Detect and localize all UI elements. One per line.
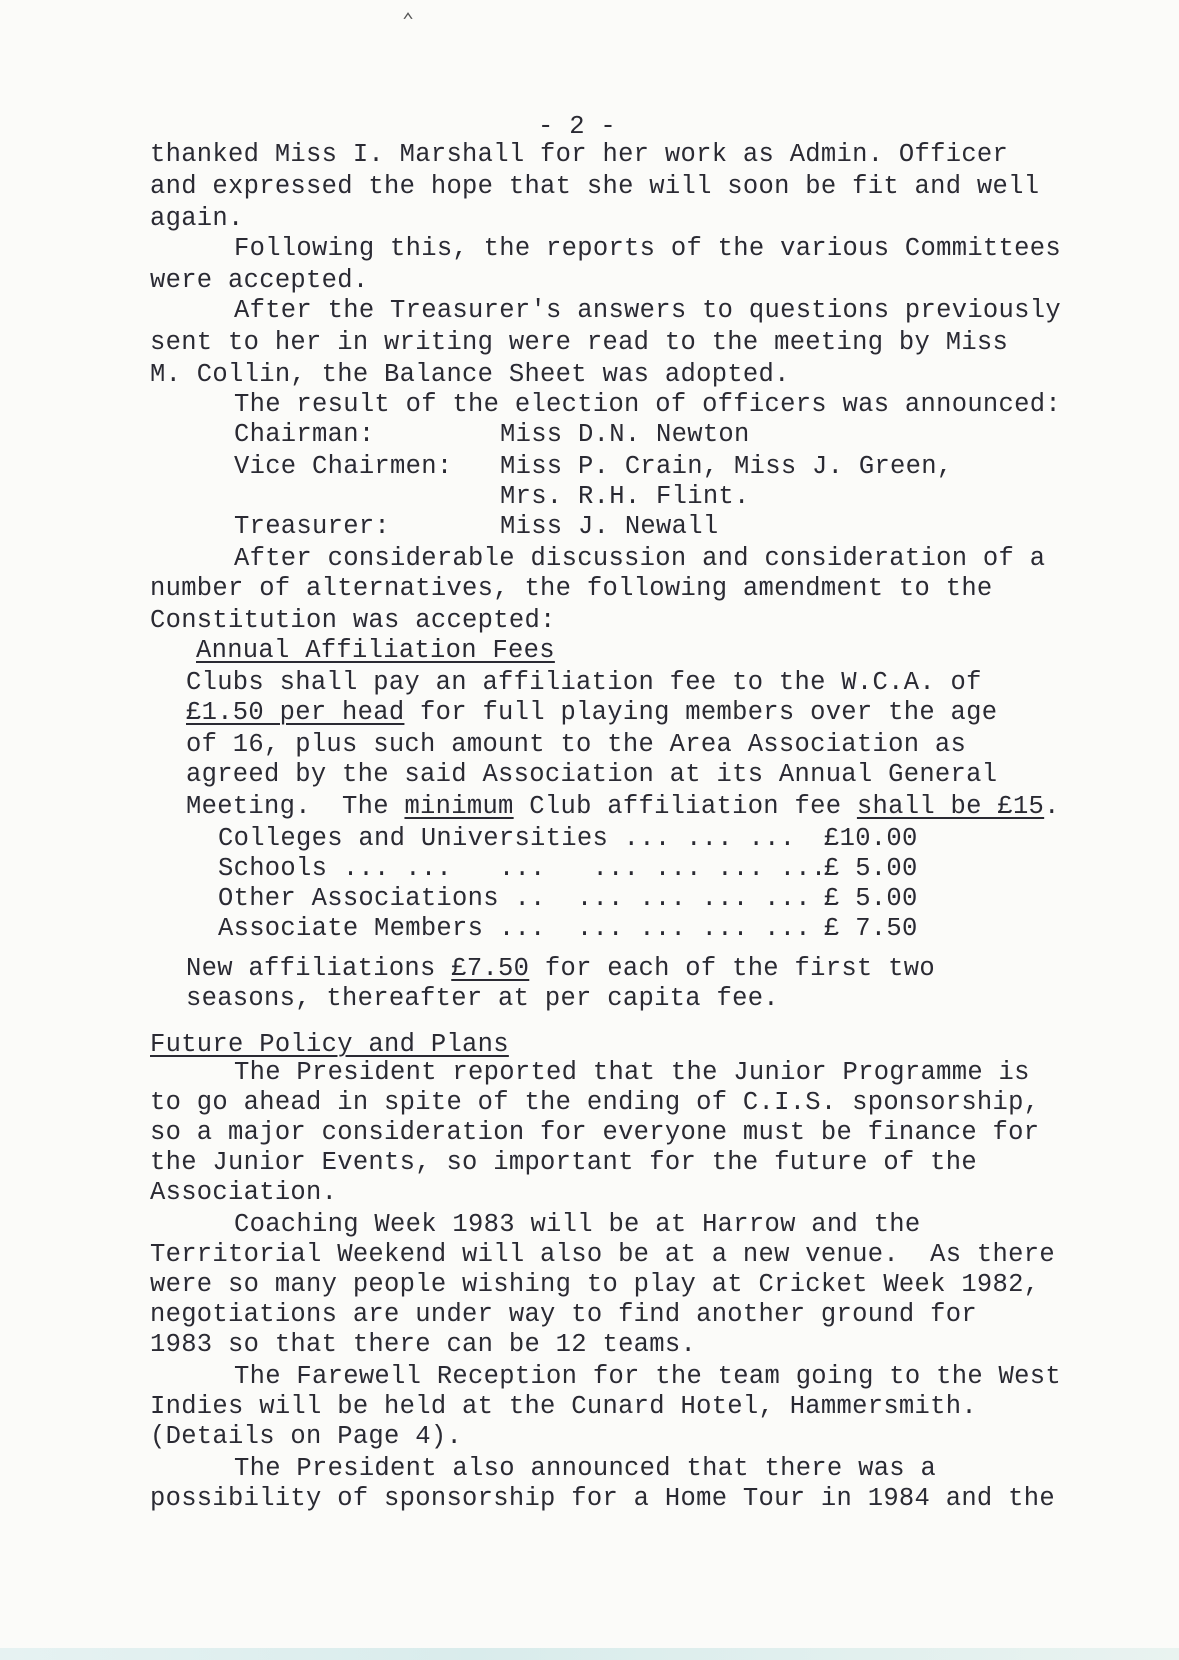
- text-line: The result of the election of officers was announced:: [234, 390, 1061, 419]
- text-line: possibility of sponsorship for a Home Tour in 1984 and the: [150, 1484, 1055, 1513]
- text-line: Constitution was accepted:: [150, 606, 556, 635]
- text-line: Coaching Week 1983 will be at Harrow and the: [234, 1210, 921, 1239]
- fee-row: [218, 824, 918, 854]
- fee-label: Other Associations .. ... ... ... ...: [218, 884, 811, 913]
- text-line: Following this, the reports of the various Committees: [234, 234, 1061, 263]
- officer-label: Vice Chairmen:: [234, 452, 453, 481]
- text-line: After the Treasurer's answers to questions previously: [234, 296, 1061, 325]
- officer-value: Miss D.N. Newton: [500, 420, 750, 449]
- fee-label: Schools ... ... ... ... ... ... ...: [218, 854, 827, 883]
- text-line: sent to her in writing were read to the meeting by Miss: [150, 328, 1009, 357]
- amendment-line: agreed by the said Association at its Annual General: [186, 760, 998, 789]
- text-line: negotiations are under way to find another ground for: [150, 1300, 977, 1329]
- text-line: were so many people wishing to play at Cricket Week 1982,: [150, 1270, 1040, 1299]
- amendment-line: Meeting. The minimum Club affiliation fee shall be £15.: [186, 792, 1060, 821]
- fee-row: [218, 914, 918, 944]
- amendment-line: £1.50 per head for full playing members over the age: [186, 698, 998, 727]
- fee-per-head: £1.50 per head: [186, 698, 405, 727]
- officer-value: Mrs. R.H. Flint.: [500, 482, 750, 511]
- text-line: Indies will be held at the Cunard Hotel, Hammersmith.: [150, 1392, 977, 1421]
- text-line: number of alternatives, the following amendment to the: [150, 574, 993, 603]
- section-heading: Annual Affiliation Fees: [196, 636, 555, 665]
- text-line: Association.: [150, 1178, 338, 1207]
- text-line: (Details on Page 4).: [150, 1422, 463, 1451]
- fee-row: [218, 854, 918, 884]
- text-line: After considerable discussion and consideration of a: [234, 544, 1046, 573]
- amendment-line: Clubs shall pay an affiliation fee to the W.C.A. of: [186, 668, 982, 697]
- fee-amount: £ 5.00: [824, 884, 918, 913]
- scan-edge: [0, 1648, 1179, 1660]
- fee-row: [218, 884, 918, 914]
- text-line: to go ahead in spite of the ending of C.I.S. sponsorship,: [150, 1088, 1040, 1117]
- fee-amount: £ 7.50: [824, 914, 918, 943]
- text-line: 1983 so that there can be 12 teams.: [150, 1330, 697, 1359]
- page-number: - 2 -: [538, 112, 617, 141]
- text-line: The Farewell Reception for the team going to the West: [234, 1362, 1061, 1391]
- officer-value: Miss P. Crain, Miss J. Green,: [500, 452, 953, 481]
- text-line: The President reported that the Junior Programme is: [234, 1058, 1030, 1087]
- fee-amount: £10.00: [824, 824, 918, 853]
- text-line: so a major consideration for everyone must be finance for: [150, 1118, 1040, 1147]
- text-line: the Junior Events, so important for the future of the: [150, 1148, 977, 1177]
- officer-value: Miss J. Newall: [500, 512, 719, 541]
- text-line: and expressed the hope that she will soon be fit and well: [150, 172, 1040, 201]
- text-line: thanked Miss I. Marshall for her work as Admin. Officer: [150, 140, 1009, 169]
- section-heading: Future Policy and Plans: [150, 1030, 509, 1059]
- amendment-line: seasons, thereafter at per capita fee.: [186, 984, 779, 1013]
- amendment-line: of 16, plus such amount to the Area Association as: [186, 730, 967, 759]
- scan-mark: ⌃: [402, 11, 415, 34]
- fee-label: Associate Members ... ... ... ... ...: [218, 914, 811, 943]
- officer-label: Treasurer:: [234, 512, 391, 541]
- text-line: Territorial Weekend will also be at a new venue. As there: [150, 1240, 1055, 1269]
- fee-label: Colleges and Universities ... ... ...: [218, 824, 796, 853]
- text-line: M. Collin, the Balance Sheet was adopted.: [150, 360, 790, 389]
- officer-label: Chairman:: [234, 420, 375, 449]
- text-line: were accepted.: [150, 266, 369, 295]
- text-line: again.: [150, 204, 244, 233]
- text-line: The President also announced that there was a: [234, 1454, 937, 1483]
- fee-amount: £ 5.00: [824, 854, 918, 883]
- amendment-line: New affiliations £7.50 for each of the first two: [186, 954, 935, 983]
